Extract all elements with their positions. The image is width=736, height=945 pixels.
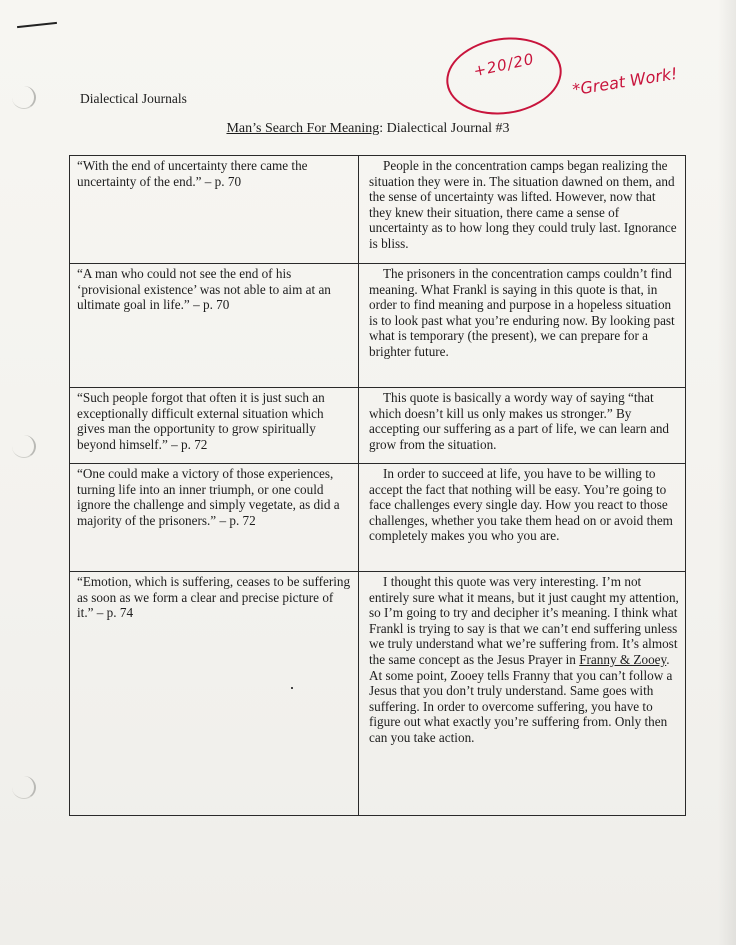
header-label: Dialectical Journals	[80, 91, 187, 106]
binder-hole-middle	[12, 435, 36, 458]
table-row	[70, 264, 686, 388]
page-title	[0, 121, 736, 137]
quote-cell: “Emotion, which is suffering, ceases to be suffering as soon as we form a clear and precise picture of it.” – p. 74	[70, 572, 359, 816]
book-reference: Franny & Zooey	[579, 651, 667, 667]
grade-circle	[441, 30, 566, 121]
table-row	[70, 464, 686, 572]
table-row	[70, 156, 686, 264]
pen-mark	[17, 22, 57, 28]
quote-cell: “With the end of uncertainty there came the uncertainty of the end.” – p. 70	[70, 156, 359, 264]
grade-score: +20/20	[471, 49, 536, 81]
response-cell: In order to succeed at life, you have to be willing to accept the fact that nothing will be easy. You’re going to face challenges every single day. How you react to those challenges, whether you take them head on or avoid them completely makes you who you are.	[359, 464, 686, 572]
journal-table	[69, 155, 686, 816]
quote-cell: “Such people forgot that often it is just such an exceptionally difficult external situation which gives man the opportunity to grow spiritually beyond himself.” – p. 72	[70, 388, 359, 464]
ink-dot	[291, 687, 293, 689]
quote-cell: “A man who could not see the end of his ‘provisional existence’ was not able to aim at an ultimate goal in life.” – p. 70	[70, 264, 359, 388]
book-title: Man’s Search For Meaning	[226, 121, 380, 136]
quote-cell: “One could make a victory of those experiences, turning life into an inner triumph, or one could ignore the challenge and simply vegetate, as did a majority of the prisoners.” – p. 72	[70, 464, 359, 572]
response-text: I thought this quote was very interesting. I’m not entirely sure what it means, but it just caught my attention, so I’m going to try and decipher it’s meaning. I think what Frankl is trying to say is that we can’t end suffering unless we truly understand what we’re suffering from. It’s almost the same concept as the Jesus Prayer in	[369, 574, 679, 667]
response-cell: This quote is basically a wordy way of saying “that which doesn’t kill us only makes us stronger.” By accepting our suffering as a part of life, we can learn and grow from the situation.	[359, 388, 686, 464]
title-suffix: : Dialectical Journal #3	[379, 121, 510, 136]
table-row	[70, 388, 686, 464]
table-row	[70, 572, 686, 816]
teacher-comment: *Great Work!	[571, 63, 679, 100]
response-cell	[359, 572, 686, 816]
binder-hole-bottom	[12, 776, 36, 799]
response-cell: People in the concentration camps began realizing the situation they were in. The situation dawned on them, and the sense of uncertainty was lifted. However, now that they knew their situation, there came a sense of uncertainty as to how long they could truly last. Ignorance is bliss.	[359, 156, 686, 264]
response-cell: The prisoners in the concentration camps couldn’t find meaning. What Frankl is saying in this quote is that, in order to find meaning and purpose in a hopeless situation is to look past what you’re enduring now. By looking past what is temporary (the present), we can prepare for a brighter future.	[359, 264, 686, 388]
binder-hole-top	[12, 86, 36, 109]
response-text: . At some point, Zooey tells Franny that you can’t follow a Jesus that you don’t truly understand. Same goes with suffering. In order to overcome suffering, you have to figure out what exactly you’re suffering from. Only then can you take action.	[369, 651, 673, 745]
page-edge-shadow	[718, 0, 736, 945]
